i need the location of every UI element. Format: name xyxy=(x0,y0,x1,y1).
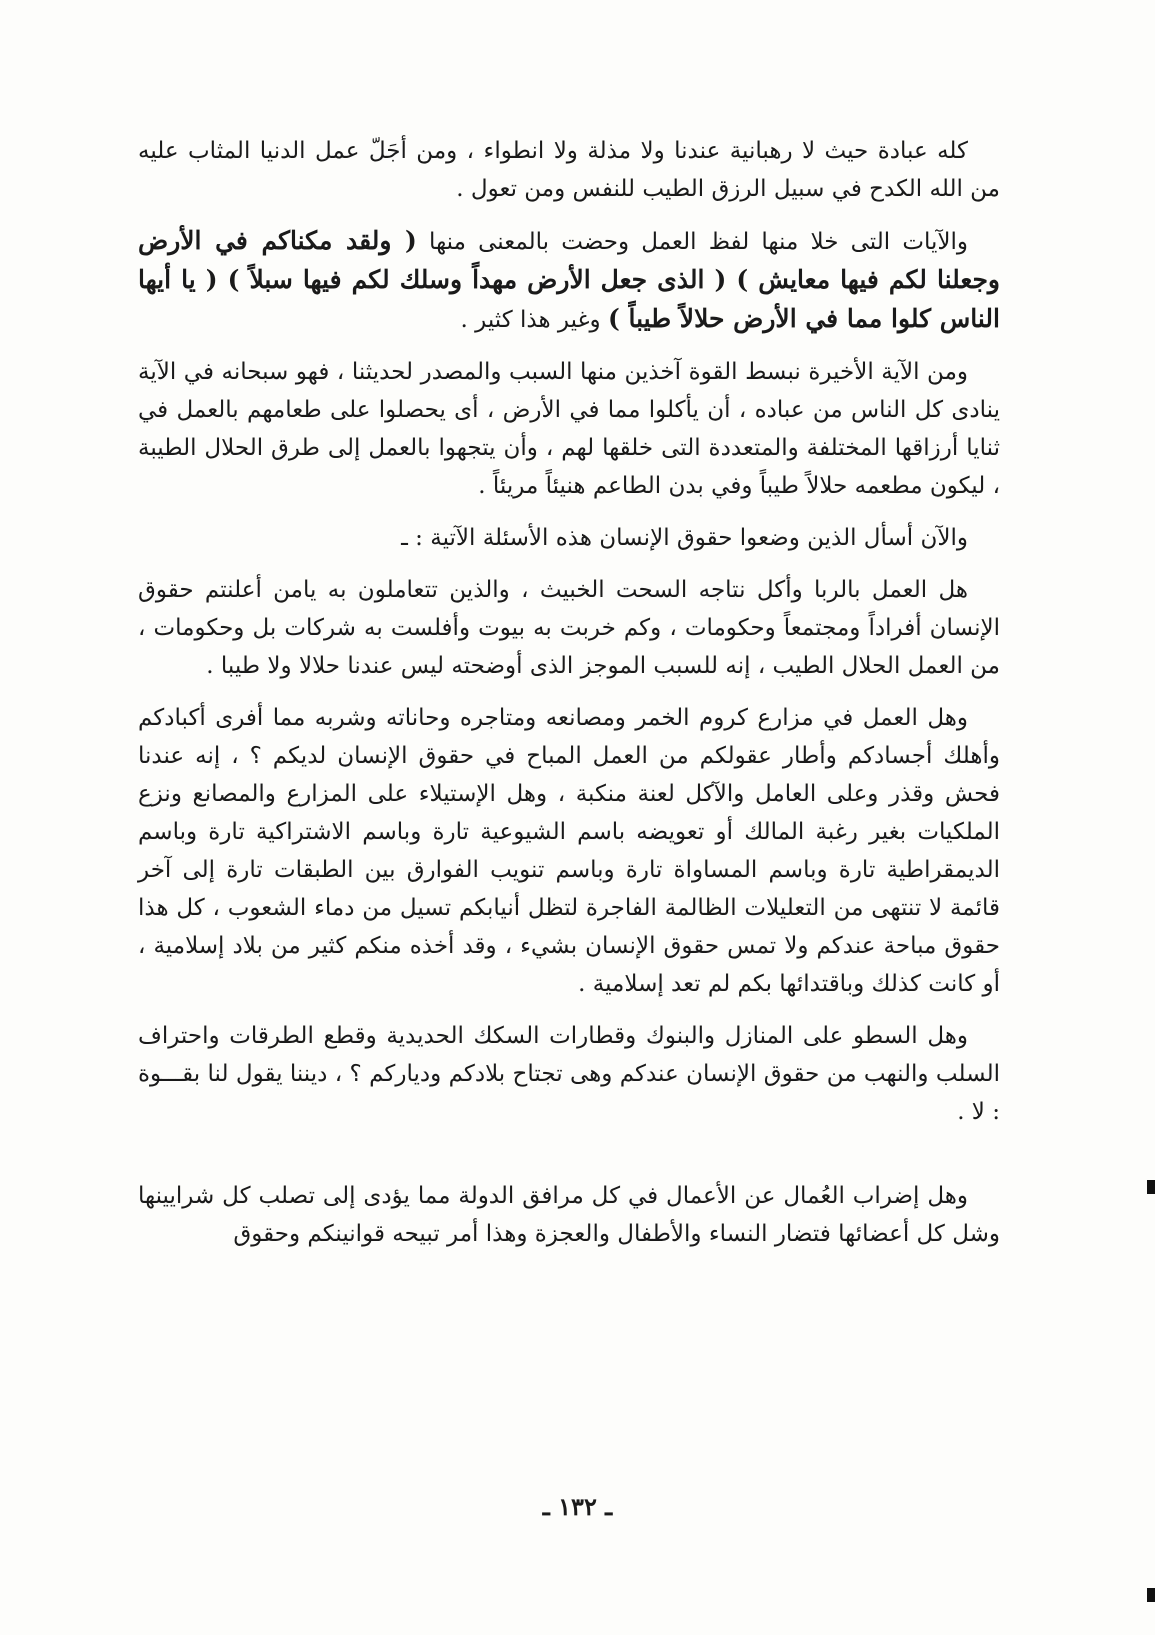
paragraph-4 xyxy=(138,519,1000,557)
paragraph-1-text: كله عبادة حيث لا رهبانية عندنا ولا مذلة ولا انطواء ، ومن أجَلّ عمل الدنيا المثاب عليه من الله الكدح في سبيل الرزق الطيب للنفس ومن تعول . xyxy=(138,138,1000,202)
paragraph-8 xyxy=(138,1177,1000,1253)
paragraph-4-text: والآن أسأل الذين وضعوا حقوق الإنسان هذه الأسئلة الآتية : ـ xyxy=(401,525,968,551)
scan-edge-mark xyxy=(1147,1588,1155,1602)
body-text xyxy=(138,132,1000,1267)
paragraph-5 xyxy=(138,571,1000,685)
paragraph-2 xyxy=(138,222,1000,339)
paragraph-8-text: وهل إضراب العُمال عن الأعمال في كل مرافق الدولة مما يؤدى إلى تصلب كل شرايينها وشل كل أعضائها فتضار النساء والأطفال والعجزة وهذا أمر تبيحه قوانينكم وحقوق xyxy=(138,1183,1000,1247)
paragraph-3 xyxy=(138,353,1000,505)
paragraph-6 xyxy=(138,699,1000,1003)
scan-edge-mark xyxy=(1147,1180,1155,1194)
paragraph-5-text: هل العمل بالربا وأكل نتاجه السحت الخبيث ، والذين تتعاملون به يامن أعلنتم حقوق الإنسان أفراداً ومجتمعاً وحكومات ، وكم خربت به بيوت وأفلست به شركات بل وحكومات ، من العمل الحلال الطيب ، إنه للسبب الموجز الذى أوضحته ليس عندنا حلالا ولا طيبا . xyxy=(138,577,1000,679)
paragraph-3-text: ومن الآية الأخيرة نبسط القوة آخذين منها السبب والمصدر لحديثنا ، فهو سبحانه في الآية ينادى كل الناس من عباده ، أن يأكلوا مما في الأرض ، أى يحصلوا على طعامهم بالعمل في ثنايا أرزاقها المختلفة والمتعددة التى خلقها لهم ، وأن يتجهوا بالعمل إلى طرق الحلال الطيبة ، ليكون مطعمه حلالاً طيباً وفي بدن الطاعم هنيئاً مريئاً . xyxy=(138,359,1000,499)
paragraph-7-text: وهل السطو على المنازل والبنوك وقطارات السكك الحديدية وقطع الطرقات واحتراف السلب والنهب من حقوق الإنسان عندكم وهى تجتاح بلادكم ودياركم ؟ ، ديننا يقول لنا بقـــوة : لا . xyxy=(138,1023,1000,1125)
paragraph-2-intro: والآيات التى خلا منها لفظ العمل وحضت بالمعنى منها xyxy=(416,229,968,255)
paragraph-6-text: وهل العمل في مزارع كروم الخمر ومصانعه ومتاجره وحاناته وشربه مما أفرى أكبادكم وأهلك أجسادكم وأطار عقولكم من العمل المباح في حقوق الإنسان لديكم ؟ ، إنه عندنا فحش وقذر وعلى العامل والآكل لعنة منكبة ، وهل الإستيلاء على المزارع والمصانع ونزع الملكيات بغير رغبة المالك أو تعويضه باسم الشيوعية تارة وباسم الاشتراكية تارة وباسم الديمقراطية تارة وباسم المساواة تارة وباسم تنويب الفوارق بين الطبقات تارة إلى آخر قائمة لا تنتهى من التعليلات الظالمة الفاجرة لتظل أنيابكم تسيل من دماء الشعوب ، كل هذا حقوق مباحة عندكم ولا تمس حقوق الإنسان بشيء ، وقد أخذه منكم كثير من بلاد إسلامية ، أو كانت كذلك وباقتدائها بكم لم تعد إسلامية . xyxy=(138,705,1000,997)
paragraph-7 xyxy=(138,1017,1000,1131)
paragraph-2-outro: وغير هذا كثير . xyxy=(460,307,608,333)
page-number: ـ ١٣٢ ـ xyxy=(542,1492,613,1521)
quran-verses: ( ولقد مكناكم في الأرض وجعلنا لكم فيها معايش ) ( الذى جعل الأرض مهداً وسلك لكم فيها سبلاً ) ( يا أيها الناس كلوا مما في الأرض حلالاً طيباً ) xyxy=(138,226,1000,333)
paragraph-1 xyxy=(138,132,1000,208)
